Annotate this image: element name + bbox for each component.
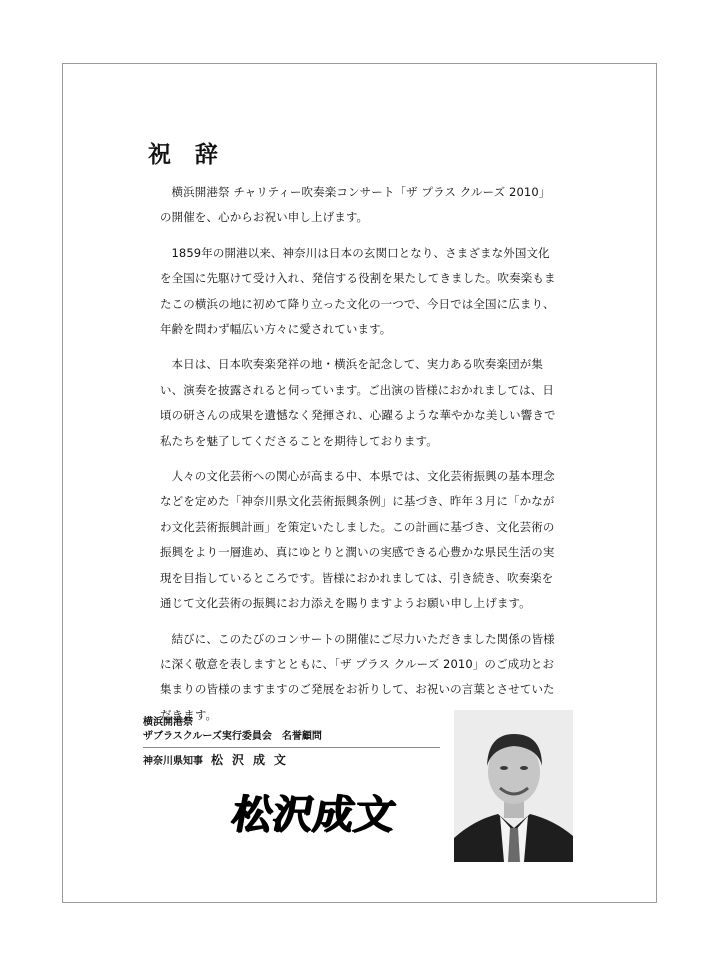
signer-position: 神奈川県知事 [143,756,203,767]
paragraph: 横浜開港祭 チャリティー吹奏楽コンサート「ザ プラス クルーズ 2010」の開催を、心からお祝い申し上げます。 [160,185,551,225]
signature-name-line [143,751,288,768]
org-line-2: ザブラスクルーズ実行委員会 名誉顧問 [143,731,322,742]
handwritten-signature: 松沢成文 [228,791,400,838]
paragraph: 1859年の開港以来、神奈川は日本の玄関口となり、さまざまな外国文化を全国に先駆けて受け入れ、発信する役割を果たしてきました。吹奏楽もまたこの横浜の地に初めて降り立った文化の一つで、今日では全国に広まり、年齢を問わず幅広い方々に愛されています。 [160,245,556,337]
signature-organization [143,716,322,744]
paragraph: 本日は、日本吹奏楽発祥の地・横浜を記念して、実力ある吹奏楽団が集い、演奏を披露されると伺っています。ご出演の皆様におかれましては、日頃の研さんの成果を遺憾なく発揮され、心躍るような華やかな美しい響きで私たちを魅了してくださることを期待しております。 [160,357,556,448]
paragraph: 結びに、このたびのコンサートの開催にご尽力いただきました関係の皆様に深く敬意を表しますとともに、「ザ プラス クルーズ 2010」のご成功とお集まりの皆様のますますのご発展をお祈りして、お祝いの言葉とさせていただきます。 [160,631,555,722]
org-line-1: 横浜開港祭 [143,717,193,728]
signer-name: 松 沢 成 文 [211,753,289,767]
signature-divider [143,747,440,748]
portrait-photo [454,710,573,862]
paragraph: 人々の文化芸術への関心が高まる中、本県では、文化芸術振興の基本理念などを定めた「神奈川県文化芸術振興条例」に基づき、昨年３月に「かながわ文化芸術振興計画」を策定いたしました。この計画に基づき、文化芸術の振興をより一層進め、真にゆとりと潤いの実感できる心豊かな県民生活の実現を目指しているところです。皆様におかれましては、引き続き、吹奏楽を通じて文化芸術の振興にお力添えを賜りますようお願い申し上げます。 [160,469,555,611]
message-body [160,180,560,738]
portrait-illustration [454,710,573,862]
page-title: 祝 辞 [148,141,219,168]
